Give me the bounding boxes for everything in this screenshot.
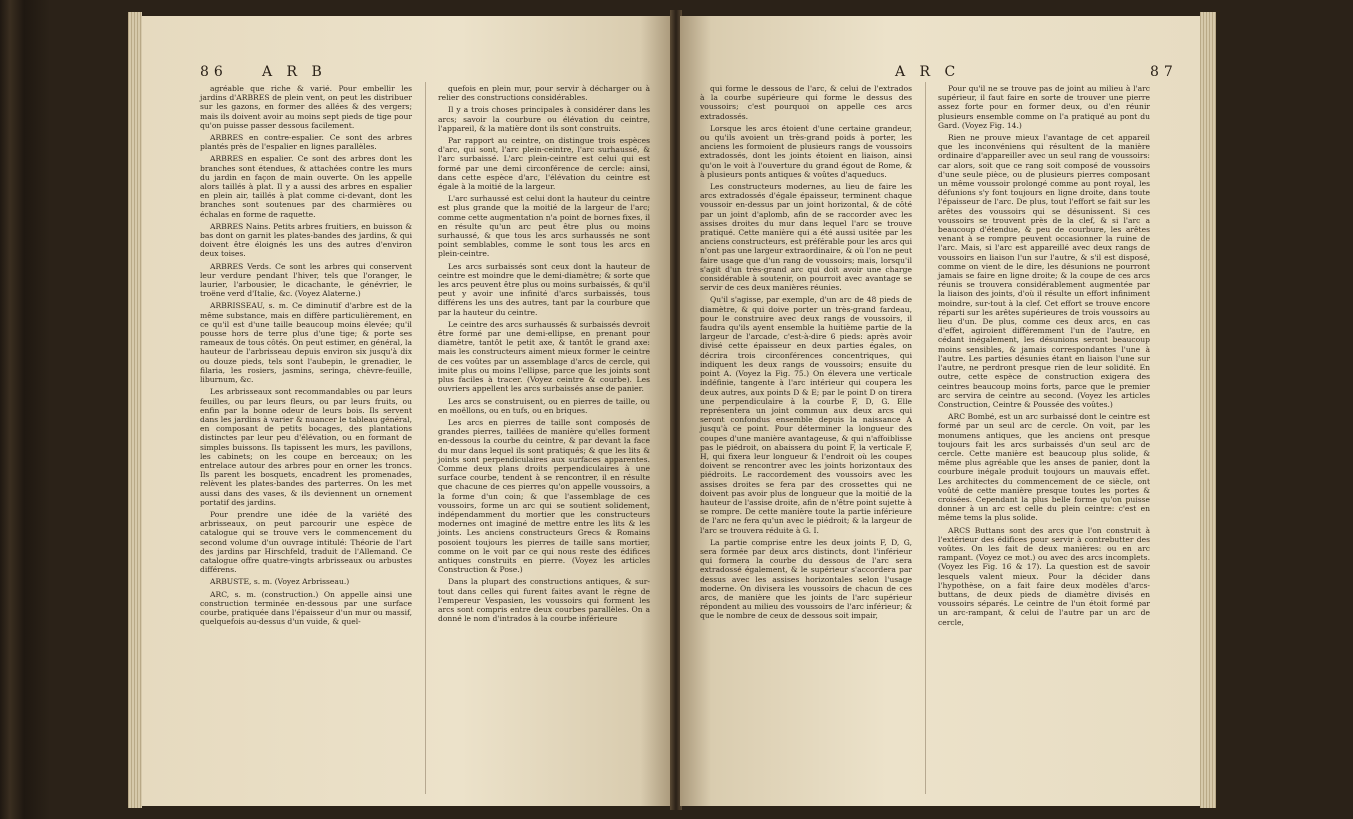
left-page-number: 86 xyxy=(200,64,228,80)
paragraph: Les constructeurs modernes, au lieu de faire les arcs extradossés d'égale épaisseur, terminent chaque voussoir en-dessus par un joint horizontal, & de côté par un joint d'aplomb, afin de se raccorder avec les assises droites du mur dans lequel l'arc se trouve pratiqué. Cette manière qui a été aussi usitée par les anciens constructeurs, est préférable pour les arcs qui n'ont pas une largeur extraordinaire, & où l'on ne peut faire usage que d'un rang de voussoirs; mais, lorsqu'il s'agit d'un très-grand arc qui doit avoir une charge considérable à soutenir, on pourroit avec avantage se servir de ces deux manières réunies. xyxy=(700,182,912,293)
right-page-number: 87 xyxy=(1150,64,1178,80)
right-page-edges xyxy=(1200,12,1216,808)
right-column-1 xyxy=(700,84,912,630)
paragraph: ARCS Buttans sont des arcs que l'on construit à l'extérieur des édifices pour servir à contrebutter des voûtes. On les fait de deux manières: ou en arc rampant. (Voyez ce mot.) ou avec des arcs incomplets. (Voyez les Fig. 16 & 17). La question est de savoir lesquels valent mieux. Pour la décider dans l'hypothèse, on a fait faire deux modèles d'arcs-buttans, de deux pieds de diamètre divisés en voussoirs séparés. Le ceintre de l'un étoit formé par un arc-rampant, & celui de l'autre par un arc de cercle, xyxy=(938,525,1150,627)
paragraph: L'arc surhaussé est celui dont la hauteur du ceintre est plus grande que la moitié de la largeur de l'arc; comme cette augmentation n'a point de bornes fixes, il en résulte qu'un arc peut être plus ou moins surhaussé, & que tous les arcs surhaussés ne sont point semblables, comme le sont tous les arcs en plein-ceintre. xyxy=(438,194,650,259)
paragraph: ARBRISSEAU, s. m. Ce diminutif d'arbre est de la même substance, mais en diffère particulièrement, en ce qu'il est d'une taille beaucoup moins élevée; qu'il pousse hors de terre plus d'une tige; & porte ses rameaux de tous côtés. On peut estimer, en général, la hauteur de l'arbrisseau depuis environ six jusqu'à dix ou douze pieds, tels sont l'aubepin, le grenadier, le filaria, les rosiers, jasmins, seringa, chèvre-feuille, liburnum, &c. xyxy=(200,301,412,385)
left-columns xyxy=(200,84,650,629)
paragraph: ARBRES Nains. Petits arbres fruitiers, en buisson & bas dont on garnit les plates-bandes des jardins, & qui doivent être éloignés les uns des autres d'environ deux toises. xyxy=(200,221,412,259)
paragraph: ARC Bombé, est un arc surbaissé dont le ceintre est formé par un seul arc de cercle. On voit, par les monumens antiques, que les anciens ont presque toujours fait les arcs surbaissés d'un seul arc de cercle. Cette manière est beaucoup plus solide, & même plus agréable que les anses de panier, dont la courbure inégale produit toujours un mauvais effet. Les architectes du commencement de ce siècle, ont voûté de cette manière presque toutes les portes & croisées. Cependant la plus belle forme qu'on puisse donner à un arc est celle du plein ceintre: c'est en même tems la plus solide. xyxy=(938,412,1150,523)
paragraph: Par rapport au ceintre, on distingue trois espèces d'arc, qui sont, l'arc plein-ceintre, l'arc surhaussé, & l'arc surbaissé. L'arc plein-ceintre est celui qui est formé par une demi circonférence de cercle: ainsi, dans cette espèce d'arc, l'élévation du ceintre est égale à la moitié de la largeur. xyxy=(438,136,650,192)
left-page-edges xyxy=(128,12,142,808)
paragraph: ARBRES en espalier. Ce sont des arbres dont les branches sont étendues, & attachées contre les murs du jardin en façon de main ouverte. On les appelle alors taillés à plat. Il y a aussi des arbres en espalier en plein air, taillés à plat comme ci-devant, dont les branches sont soutenues par des charmières ou échalas en forme de raquette. xyxy=(200,154,412,219)
paragraph: Les arcs surbaissés sont ceux dont la hauteur de ceintre est moindre que le demi-diamètre; & sorte que les arcs peuvent être plus ou moins surbaissés, & qu'il peut y avoir une infinité d'arcs surbaissés, tous différens les uns des autres, tant par la courbure que par la hauteur du ceintre. xyxy=(438,261,650,317)
paragraph: qui forme le dessous de l'arc, & celui de l'extrados à la courbe supérieure qui forme le dessus des voussoirs; c'est pourquoi on appelle ces arcs extradossés. xyxy=(700,84,912,121)
paragraph: ARC, s. m. (construction.) On appelle ainsi une construction terminée en-dessous par une surface courbe, pratiquée dans l'épaisseur d'un mur ou massif, quelquefois au-dessus d'un vuide, & quel- xyxy=(200,589,412,627)
left-running-head: A R B xyxy=(262,64,327,80)
right-columns xyxy=(700,84,1150,630)
paragraph: quefois en plein mur, pour servir à décharger ou à relier des constructions considérables. xyxy=(438,84,650,103)
paragraph: Qu'il s'agisse, par exemple, d'un arc de 48 pieds de diamètre, & qui doive porter un très-grand fardeau, pour le construire avec deux rangs de voussoirs, il faudra qu'ils ayent ensemble la huitième partie de la largeur de l'arcade, c'est-à-dire 6 pieds: après avoir divisé cette épaisseur en deux parties égales, on décrira trois circonférences concentriques, qui indiquent les deux rangs de voussoirs; ensuite du point A. (Voyez la Fig. 75.) On élevera une verticale indéfinie, tangente à l'arc intérieur qui coupera les deux autres, aux points D & E; par le point D on tirera une perpendiculaire à la courbe F, D, G. Elle représentera un joint commun aux deux arcs qui seront confondus ensemble depuis la naissance A jusqu'à ce point. Pour déterminer la longueur des coupes d'une manière avantageuse, & qui n'affoiblisse pas le piédroit, on abaissera du point F, la verticale F, H, qui fixera leur longueur & l'endroit où les coupes doivent se rencontrer avec les joints horizontaux des piédroits. Le raccordement des voussoirs avec les assises droites se fera par des crossettes qui ne doivent pas avoir plus de longueur que la moitié de la hauteur de l'assise droite, afin de n'être point sujette à se rompre. De cette manière toute la partie inférieure de l'arc ne fera qu'un avec le piédroit; & la largeur de l'arc se trouvera réduite à G. I. xyxy=(700,295,912,535)
left-page xyxy=(142,16,672,806)
paragraph: ARBUSTE, s. m. (Voyez Arbrisseau.) xyxy=(210,577,350,587)
paragraph: ARBRES Verds. Ce sont les arbres qui conservent leur verdure pendant l'hiver, tels que l'oranger, le laurier, l'arbousier, le dicachante, le génévrier, le troëne verd d'Italie, &c. (Voyez Alaterne.) xyxy=(200,261,412,299)
paragraph: Dans la plupart des constructions antiques, & sur-tout dans celles qui furent faites avant le règne de l'empereur Vespasien, les voussoirs qui forment les arcs sont compris entre deux courbes parallèles. On a donné le nom d'intrados à la courbe inférieure xyxy=(438,577,650,624)
paragraph: agréable que riche & varié. Pour embellir les jardins d'ARBRES de plein vent, on peut les distribuer sur les gazons, en former des allées & des vergers; mais ils doivent avoir au moins sept pieds de tige pour qu'on puisse passer dessous facilement. xyxy=(200,84,412,130)
left-column-2 xyxy=(438,84,650,629)
right-page xyxy=(680,16,1200,806)
paragraph: ARBRES en contre-espalier. Ce sont des arbres plantés près de l'espalier en lignes parallèles. xyxy=(200,133,412,152)
paragraph: La partie comprise entre les deux joints F, D, G, sera formée par deux arcs distincts, dont l'inférieur qui formera la courbe du dessous de l'arc sera extradossé également, & le supérieur s'accordera par dessus avec les assises horizontales selon l'usage moderne. On divisera les voussoirs de chacun de ces arcs, de manière que les joints de l'arc supérieur répondent au milieu des voussoirs de l'arc inférieur; & que le nombre de ceux de dessous soit impair, xyxy=(700,537,912,621)
paragraph: Le ceintre des arcs surhaussés & surbaissés devroit être formé par une demi-ellipse, en prenant pour diamètre, tantôt le petit axe, & tantôt le grand axe: mais les constructeurs aiment mieux former le ceintre de ces voûtes par un assemblage d'arcs de cercle, qui imite plus ou moins l'ellipse, parce que les joints sont plus faciles à tracer. (Voyez ceintre & courbe). Les ouvriers appellent les arcs surbaissés anse de panier. xyxy=(438,319,650,394)
right-running-head: A R C xyxy=(895,64,961,80)
right-column-2 xyxy=(938,84,1150,630)
paragraph: Les arcs en pierres de taille sont composés de grandes pierres, taillées de manière qu'elles forment en-dessous la courbe du ceintre, & par devant la face du mur dans lequel ils sont pratiqués; & que les lits & joints sont perpendiculaires aux surfaces apparentes. Comme deux plans droits perpendiculaires à une surface courbe, tendent à se rencontrer, il en résulte que chacune de ces pierres qu'on appelle voussoirs, a la forme d'un coin; & que l'assemblage de ces voussoirs, forme un arc qui se soutient solidement, indépendamment du mortier que les constructeurs modernes ont imaginé de mettre entre les lits & les joints. Les anciens constructeurs Grecs & Romains posoient toujours les pierres de taille sans mortier, comme on le voit par ce qui nous reste des édifices antiques construits en pierre. (Voyez les articles Construction & Pose.) xyxy=(438,417,650,575)
paragraph: Lorsque les arcs étoient d'une certaine grandeur, ou qu'ils avoient un très-grand poids à porter, les anciens les formoient de plusieurs rangs de voussoirs extradossés, dont les joints étoient en liaison, ainsi qu'on le voit à l'ouverture du grand égout de Rome, & à plusieurs ponts antiques & voûtes d'aqueducs. xyxy=(700,123,912,179)
paragraph: Pour prendre une idée de la variété des arbrisseaux, on peut parcourir une espèce de catalogue qui se trouve vers le commencement du second volume d'un ouvrage intitulé: Théorie de l'art des jardins par Hirschfeld, traduit de l'Allemand. Ce catalogue offre quatre-vingts arbrisseaux ou arbustes différens. xyxy=(200,509,412,575)
paragraph: Les arbrisseaux sont recommandables ou par leurs feuilles, ou par leurs fleurs, ou par leurs fruits, ou enfin par la bonne odeur de leurs bois. Ils servent dans les jardins à varier & nuancer le tableau général, en composant de petits bocages, des plantations distinctes par leur peu d'élévation, ou en formant de simples buissons. Ils tapissent les murs, les pavillons, les cabinets; on les coupe en berceaux; on les entrelace autour des arbres pour en orner les troncs. Ils parent les bosquets, encadrent les promenades, relèvent les plates-bandes des parterres. On les met aussi dans des vases, & ils deviennent un ornement portatif des jardins. xyxy=(200,387,412,507)
paragraph: Il y a trois choses principales à considérer dans les arcs; savoir la courbure ou élévation du ceintre, l'appareil, & la matière dont ils sont construits. xyxy=(438,105,650,133)
paragraph: Les arcs se construisent, ou en pierres de taille, ou en moëllons, ou en tufs, ou en briques. xyxy=(438,396,650,415)
left-column-1 xyxy=(200,84,412,629)
paragraph: Rien ne prouve mieux l'avantage de cet appareil que les inconvéniens qui résultent de la manière ordinaire d'appareiller avec un seul rang de voussoirs: car alors, soit que ce rang soit composé de voussoirs d'une seule pièce, ou de plusieurs pierres composant un même voussoir prolongé comme au pont royal, les défunions s'y font toujours en ligne droite, dans toute l'épaisseur de l'arc. De plus, tout l'effort se fait sur les arêtes des voussoirs qui se désunissent. Si ces voussoirs se trouvent près de la clef, & si l'arc a beaucoup d'étendue, & peu de courbure, les arêtes venant à se rompre peuvent occasionner la ruine de l'arc. Mais, si l'arc est appareillé avec deux rangs de voussoirs en liaison l'un sur l'autre, & s'il est disposé, comme on vient de le dire, les désunions ne pourront jamais se faire en ligne droite; & la coupe de ces arcs réunis se trouvera considérablement augmentée par la liaison des joints, d'où il résulte un effort infiniment moindre, sur-tout à la clef. Cet effort se trouve encore réparti sur les arêtes supérieures de trois voussoirs au lieu d'un. De plus, comme ces deux arcs, en cas d'effet, agiroient différemment l'un de l'autre, en cédant inégalement, les désunions seront beaucoup moins sensibles, & jamais correspondantes l'une à l'autre. Les parties désunies étant en liaison l'une sur l'autre, ne perdront presque rien de leur solidité. En outre, cette espèce de construction exigera des ceintres beaucoup moins forts, parce que le premier arc servira de ceintre au second. (Voyez les articles Construction, Ceintre & Poussée des voûtes.) xyxy=(938,133,1150,409)
paragraph: Pour qu'il ne se trouve pas de joint au milieu à l'arc supérieur, il faut faire en sorte de trouver une pierre assez forte pour en former deux, ou d'en réunir plusieurs ensemble comme on l'a pratiqué au pont du Gard. (Voyez Fig. 14.) xyxy=(938,84,1150,130)
